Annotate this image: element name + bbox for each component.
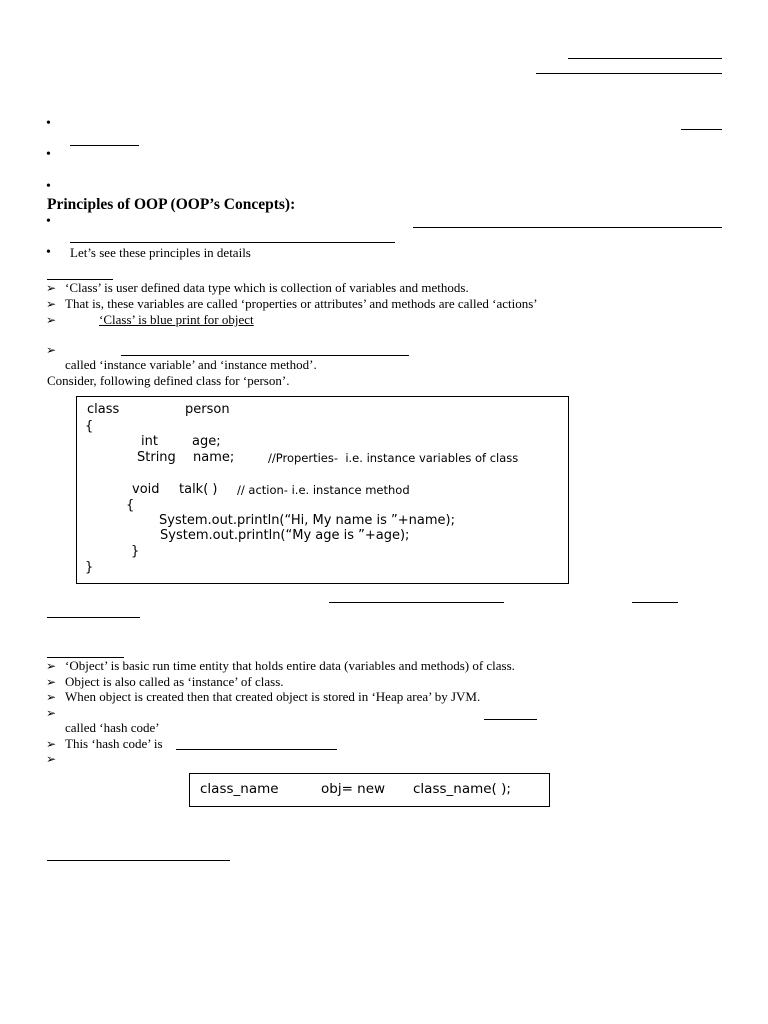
code-method-close: }	[131, 544, 140, 559]
object-line-3: When object is created then that created object is stored in ‘Heap area’ by JVM.	[65, 689, 481, 704]
syntax-constructor: class_name( );	[413, 781, 511, 797]
class-line-3: ‘Class’ is blue print for object	[99, 312, 254, 327]
blank-rule-5	[329, 602, 504, 603]
bullet-5: •	[46, 245, 51, 260]
code-class-kw: class	[87, 402, 120, 417]
blank-rule-4	[121, 355, 409, 356]
hash-called-line: called ‘hash code’	[65, 720, 160, 735]
code-void-comment: // action- i.e. instance method	[237, 483, 410, 497]
blank-rule-6	[632, 602, 678, 603]
bullet-2: •	[46, 147, 51, 162]
blank-rule-9	[176, 749, 337, 750]
code-class-name: person	[185, 402, 230, 417]
bottom-rule	[47, 860, 230, 861]
bullet-3: •	[46, 179, 51, 194]
lets-see-text: Let’s see these principles in details	[70, 245, 251, 260]
arrow-bullet-icon: ➢	[46, 706, 57, 720]
code-method-open: {	[126, 498, 135, 513]
arrow-bullet-icon: ➢	[46, 752, 57, 766]
object-line-2: Object is also called as ‘instance’ of class.	[65, 674, 284, 689]
bullet-4: •	[46, 214, 51, 229]
consider-line: Consider, following defined class for ‘person’.	[47, 373, 290, 388]
arrow-bullet-icon: ➢	[46, 297, 57, 311]
object-line-1: ‘Object’ is basic run time entity that holds entire data (variables and methods) of class.	[65, 658, 515, 673]
code-close-brace: }	[85, 560, 94, 575]
code-void-kw: void	[132, 482, 160, 497]
object-syntax-box	[189, 773, 550, 807]
code-string-kw: String	[137, 450, 176, 465]
arrow-bullet-icon: ➢	[46, 659, 57, 673]
code-string-var: name;	[193, 450, 235, 465]
blank-rule-1a	[681, 129, 722, 130]
arrow-bullet-icon: ➢	[46, 737, 57, 751]
blank-rule-7	[47, 617, 140, 618]
code-string-comment: //Properties- i.e. instance variables of class	[268, 451, 519, 465]
class-line-2: That is, these variables are called ‘properties or attributes’ and methods are called ‘actions’	[65, 296, 538, 311]
hash-is-line: This ‘hash code’ is	[65, 736, 163, 751]
principles-heading: Principles of OOP (OOP’s Concepts):	[47, 196, 296, 213]
code-print-1: System.out.println(“Hi, My name is ”+name);	[159, 513, 455, 528]
blank-rule-2	[413, 227, 722, 228]
arrow-bullet-icon: ➢	[46, 675, 57, 689]
code-void-name: talk( )	[179, 482, 218, 497]
bullet-1: •	[46, 116, 51, 131]
blank-rule-8	[484, 719, 537, 720]
top-rule-2	[536, 73, 722, 74]
blank-rule-1b	[70, 145, 139, 146]
code-print-2: System.out.println(“My age is ”+age);	[160, 528, 410, 543]
arrow-bullet-icon: ➢	[46, 343, 57, 357]
arrow-bullet-icon: ➢	[46, 281, 57, 295]
syntax-obj-new: obj= new	[321, 781, 386, 797]
code-int-kw: int	[141, 434, 158, 449]
code-open-brace: {	[85, 419, 94, 434]
class-line-1: ‘Class’ is user defined data type which is collection of variables and methods.	[65, 280, 469, 295]
class-code-box	[76, 396, 569, 584]
top-rule-1	[568, 58, 722, 59]
blank-rule-3	[70, 242, 395, 243]
arrow-bullet-icon: ➢	[46, 690, 57, 704]
instance-line: called ‘instance variable’ and ‘instance method’.	[65, 357, 317, 372]
syntax-class-name: class_name	[200, 781, 279, 797]
code-int-var: age;	[192, 434, 221, 449]
arrow-bullet-icon: ➢	[46, 313, 57, 327]
